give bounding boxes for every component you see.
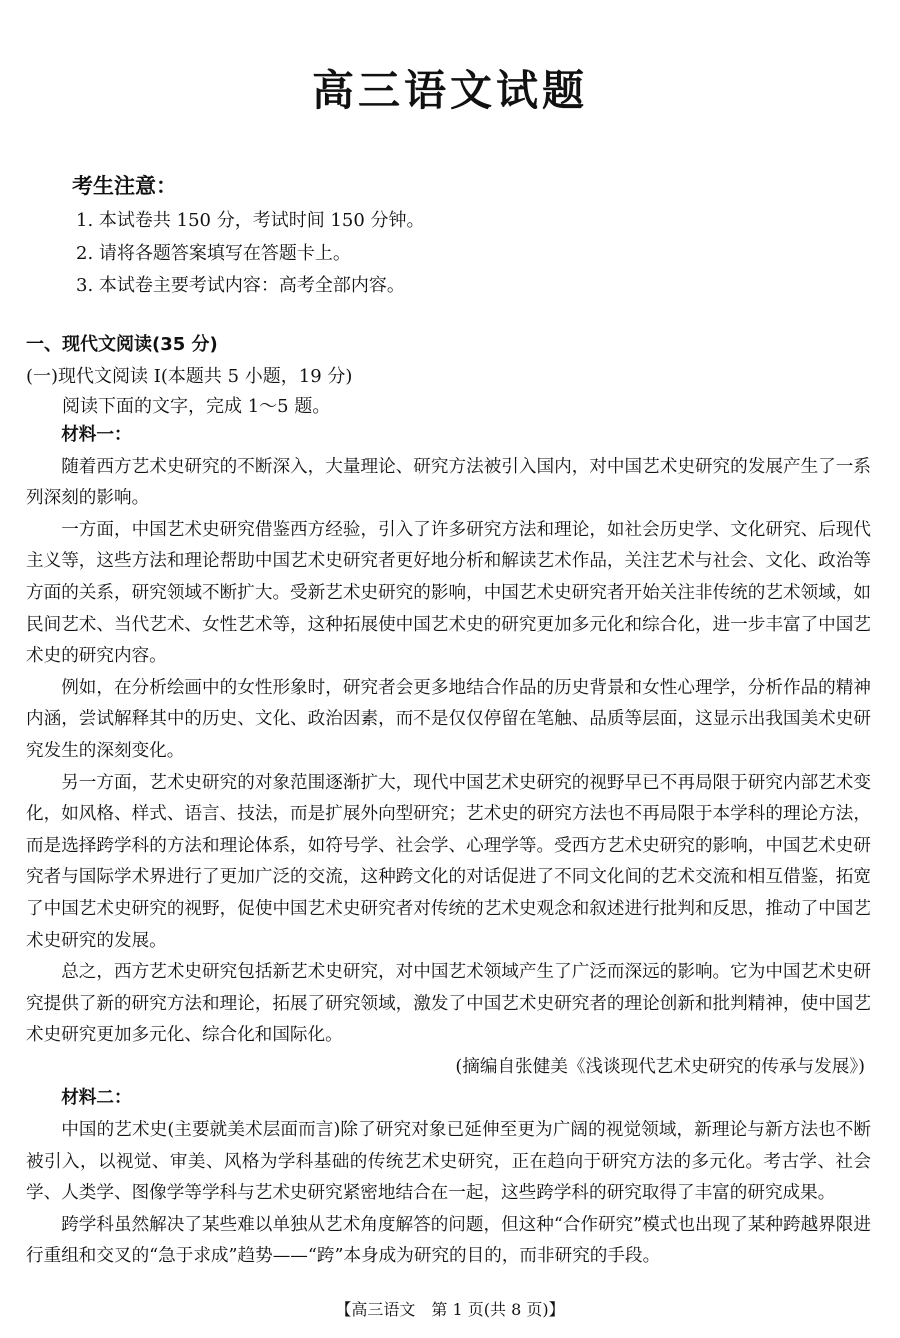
material-1-paragraph: 另一方面，艺术史研究的对象范围逐渐扩大，现代中国艺术史研究的视野早已不再局限于研究内部艺术变化，如风格、样式、语言、技法，而是扩展外向型研究；艺术史的研究方法也不再局限于本学科的理论方法，而是选择跨学科的方法和理论体系，如符号学、社会学、心理学等。受西方艺术史研究的影响，中国艺术史研究者与国际学术界进行了更加广泛的交流，这种跨文化的对话促进了不同文化间的艺术交流和相互借鉴，拓宽了中国艺术史研究的视野，促使中国艺术史研究者对传统的艺术史观念和叙述进行批判和反思，推动了中国艺术史研究的发展。 (26, 772, 871, 951)
notice-item-3: 3. 本试卷主要考试内容：高考全部内容。 (76, 275, 405, 296)
page-footer: 【高三语文 第 1 页(共 8 页)】 (335, 1300, 565, 1319)
page-title: 高三语文试题 (311, 66, 588, 115)
reading-passage (26, 420, 871, 1273)
material-2-label: 材料二： (61, 1088, 132, 1109)
material-1-paragraph: 例如，在分析绘画中的女性形象时，研究者会更多地结合作品的历史背景和女性心理学，分析作品的精神内涵，尝试解释其中的历史、文化、政治因素，而不是仅仅停留在笔触、品质等层面，这显示出我国美术史研究发生的深刻变化。 (26, 677, 871, 761)
section-instruction: 阅读下面的文字，完成 1～5 题。 (62, 396, 331, 417)
material-1-paragraph: 一方面，中国艺术史研究借鉴西方经验，引入了许多研究方法和理论，如社会历史学、文化研究、后现代主义等，这些方法和理论帮助中国艺术史研究者更好地分析和解读艺术作品，关注艺术与社会、文化、政治等方面的关系，研究领域不断扩大。受新艺术史研究的影响，中国艺术史研究者开始关注非传统的艺术领域，如民间艺术、当代艺术、女性艺术等，这种拓展使中国艺术史的研究更加多元化和综合化，进一步丰富了中国艺术史的研究内容。 (26, 519, 871, 667)
section-title: 一、现代文阅读(35 分) (26, 334, 218, 355)
notice-item-2: 2. 请将各题答案填写在答题卡上。 (76, 243, 351, 264)
material-2-paragraph: 跨学科虽然解决了某些难以单独从艺术角度解答的问题，但这种“合作研究”模式也出现了某种跨越界限进行重组和交叉的“急于求成”趋势——“跨”本身成为研究的目的，而非研究的手段。 (26, 1214, 871, 1267)
material-1-paragraph: 随着西方艺术史研究的不断深入，大量理论、研究方法被引入国内，对中国艺术史研究的发展产生了一系列深刻的影响。 (26, 456, 871, 509)
section-subtitle: (一)现代文阅读 Ⅰ(本题共 5 小题，19 分) (26, 366, 353, 387)
material-2-paragraph: 中国的艺术史(主要就美术层面而言)除了研究对象已延伸至更为广阔的视觉领域，新理论与新方法也不断被引入，以视觉、审美、风格为学科基础的传统艺术史研究，正在趋向于研究方法的多元化。考古学、社会学、人类学、图像学等学科与艺术史研究紧密地结合在一起，这些跨学科的研究取得了丰富的研究成果。 (26, 1120, 871, 1204)
material-1-source: (摘编自张健美《浅谈现代艺术史研究的传承与发展》) (455, 1056, 865, 1077)
notice-item-1: 1. 本试卷共 150 分，考试时间 150 分钟。 (76, 210, 425, 231)
material-1-paragraph: 总之，西方艺术史研究包括新艺术史研究，对中国艺术领域产生了广泛而深远的影响。它为中国艺术史研究提供了新的研究方法和理论，拓展了研究领域，激发了中国艺术史研究者的理论创新和批判精神，使中国艺术史研究更加多元化、综合化和国际化。 (26, 962, 871, 1046)
material-1-label: 材料一： (61, 425, 132, 445)
notice-heading: 考生注意： (72, 174, 177, 198)
